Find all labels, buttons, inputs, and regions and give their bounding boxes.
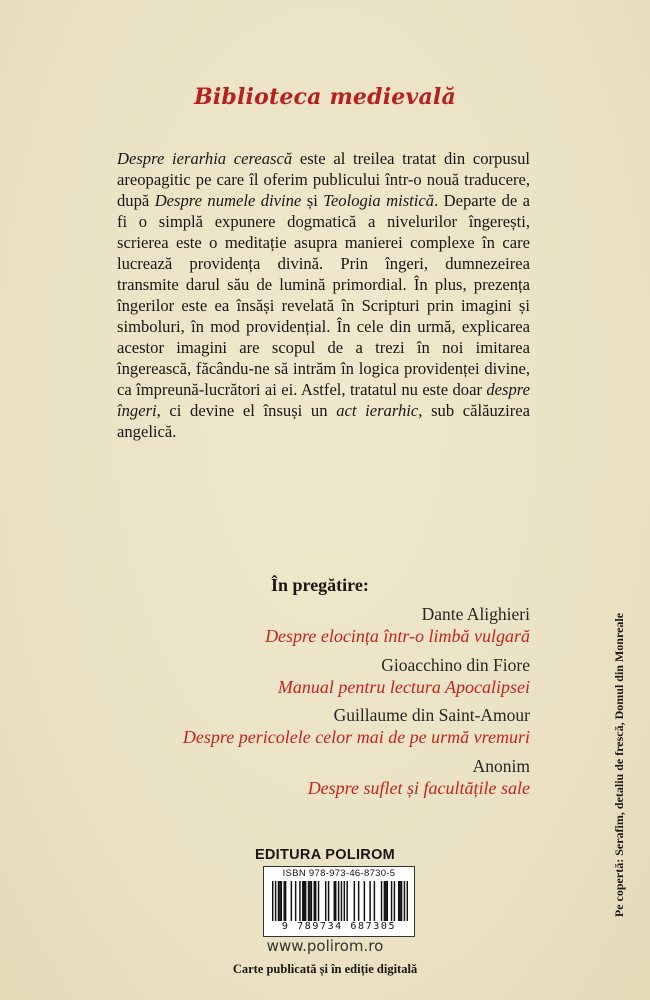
barcode-bar (278, 881, 279, 921)
blurb-related-title-1: Despre numele divine (154, 191, 302, 210)
publisher-name: EDITURA POLIROM (254, 847, 396, 863)
barcode-bar (281, 881, 282, 921)
blurb-paragraph (117, 148, 530, 442)
barcode-bars (272, 881, 408, 921)
series-title: Biblioteca medievală (194, 84, 456, 110)
book-title: Despre pericolele celor mai de pe urmă vremuri (182, 727, 530, 747)
barcode (263, 866, 415, 937)
barcode-bar (381, 881, 382, 921)
barcode-bar (364, 881, 365, 921)
book-author: Anonim (472, 756, 530, 776)
barcode-bar (334, 881, 335, 921)
barcode-bar (399, 881, 400, 921)
barcode-bar (308, 881, 309, 921)
barcode-bar (275, 881, 276, 921)
forthcoming-book (150, 655, 530, 698)
barcode-bar (341, 881, 342, 921)
barcode-bar (328, 881, 329, 921)
barcode-bar (407, 881, 408, 921)
barcode-bar (299, 881, 300, 921)
blurb-text-run: . Departe de a fi o simplă expunere dogmatică a nivelurilor îngerești, scrierea este o meditație asupra manierei complexe în care lucrează providența divină. Prin îngeri, dumnezeirea transmite darul său de lumină primordial. În plus, prezența îngerilor este ea însăși revelată în Scripturi prin imagini și simboluri, în mod providențial. În cele din urmă, explicarea acestor imagini are scopul de a trezi în noi imitarea îngerească, făcându-ne să intrăm în logica providenței divine, ca împreună-lucrători ai ei. Astfel, tratatul nu este doar (117, 191, 531, 399)
barcode-bar (394, 881, 395, 921)
book-title: Despre elocința într-o limbă vulgară (265, 626, 530, 646)
book-title: Despre suflet și facultățile sale (307, 778, 530, 798)
blurb-text-run: , ci devine el însuși un (156, 401, 337, 420)
blurb-text-run: este al treilea tratat din corpusul areopagitic pe care îl oferim publicului într-o nouă traducere, după (117, 149, 530, 210)
barcode-bar (272, 881, 273, 921)
barcode-bar (335, 881, 336, 921)
isbn-label: ISBN 978-973-46-8730-5 (282, 868, 396, 879)
ean-digits: 9 789734 687305 (281, 921, 397, 932)
forthcoming-book (150, 604, 530, 647)
barcode-bar (344, 881, 345, 921)
barcode-bar (311, 881, 312, 921)
barcode-bar (279, 881, 280, 921)
barcode-bar (295, 881, 296, 921)
forthcoming-book (150, 756, 530, 799)
barcode-bar (291, 881, 292, 921)
barcode-bar (314, 881, 315, 921)
cover-credit: Pe copertă: Serafim, detaliu de frescă, Domul din Monreale (612, 612, 626, 918)
barcode-bar (346, 881, 347, 921)
blurb-emphasis-1: despre îngeri (117, 380, 530, 420)
book-author: Guillaume din Saint-Amour (333, 705, 530, 725)
book-title: Manual pentru lectura Apocalipsei (277, 677, 530, 697)
barcode-bar (318, 881, 319, 921)
barcode-bar (404, 881, 405, 921)
barcode-bar (285, 881, 286, 921)
book-author: Gioacchino din Fiore (381, 655, 530, 675)
barcode-bar (283, 881, 284, 921)
barcode-bar (354, 881, 355, 921)
in-preparation-heading: În pregătire: (271, 575, 369, 595)
barcode-bar (325, 881, 326, 921)
barcode-bar (303, 881, 304, 921)
barcode-bar (315, 881, 316, 921)
website-link[interactable]: www.polirom.ro (266, 937, 384, 955)
blurb-text (117, 148, 530, 442)
barcode-bar (358, 881, 359, 921)
barcode-bar (401, 881, 402, 921)
barcode-bar (385, 881, 386, 921)
barcode-bar (391, 881, 392, 921)
barcode-bar (374, 881, 375, 921)
barcode-bar (338, 881, 339, 921)
barcode-bar (302, 881, 303, 921)
barcode-bar (309, 881, 310, 921)
blurb-book-title: Despre ierarhia cerească (117, 149, 293, 168)
blurb-text-run: și (301, 191, 324, 210)
blurb-emphasis-2: act ierarhic (336, 401, 419, 420)
forthcoming-book (150, 705, 530, 748)
barcode-bar (398, 881, 399, 921)
book-author: Dante Alighieri (421, 604, 530, 624)
blurb-text-run: , sub călăuzirea angelică. (117, 401, 531, 441)
blurb-related-title-2: Teologia mistică (323, 191, 435, 210)
digital-edition-note: Carte publicată și în ediție digitală (232, 962, 418, 976)
barcode-bar (387, 881, 388, 921)
barcode-bar (305, 881, 306, 921)
barcode-bar (384, 881, 385, 921)
barcode-bar (369, 881, 370, 921)
